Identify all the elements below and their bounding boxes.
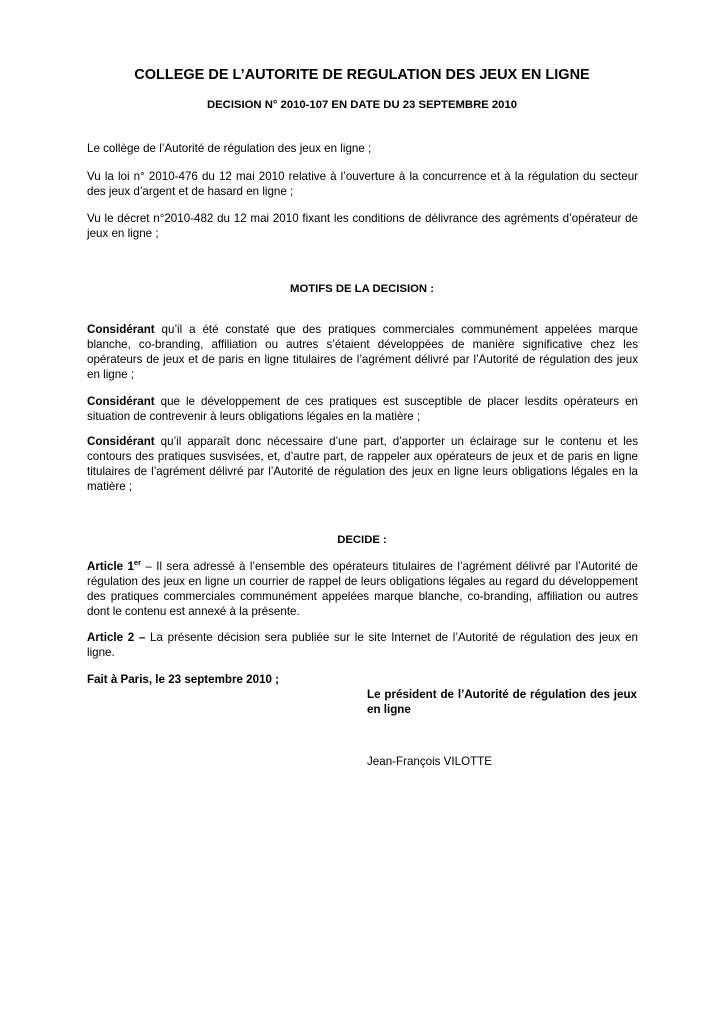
article-2-label: Article 2 – — [87, 631, 146, 644]
preamble-college: Le collège de l’Autorité de régulation des jeux en ligne ; — [87, 142, 372, 155]
article-1-superscript: er — [133, 558, 142, 567]
article-1 — [87, 559, 638, 619]
signatory-title: Le président de l’Autorité de régulation des jeux en ligne — [367, 688, 637, 716]
decide-heading: DECIDE : — [337, 534, 387, 546]
article-2-text: La présente décision sera publiée sur le site Internet de l’Autorité de régulation des jeux en ligne. — [87, 631, 638, 659]
preamble-loi: Vu la loi n° 2010-476 du 12 mai 2010 relative à l’ouverture à la concurrence et à la régulation du secteur des jeux d’argent et de hasard en ligne ; — [87, 170, 638, 198]
preamble-decret: Vu le décret n°2010-482 du 12 mai 2010 fixant les conditions de délivrance des agréments d’opérateur de jeux en ligne ; — [87, 212, 638, 240]
considerant-3 — [87, 434, 638, 494]
considerant-text: qu’il a été constaté que des pratiques commerciales communément appelées marque blanche, co-branding, affiliation ou autres s’étaient développées de manière significative chez les opérateurs de jeux et de paris en ligne titulaires de l’agrément délivré par l’Autorité de régulation des jeux en ligne ; — [87, 323, 638, 381]
considerant-2 — [87, 394, 638, 424]
considerant-text: que le développement de ces pratiques est susceptible de placer lesdits opérateurs en situation de contrevenir à leurs obligations légales en la matière ; — [87, 395, 638, 423]
document-title: COLLEGE DE L’AUTORITE DE REGULATION DES JEUX EN LIGNE — [134, 67, 590, 83]
decision-number: DECISION N° 2010-107 EN DATE DU 23 SEPTEMBRE 2010 — [206, 99, 518, 111]
fait-a-paris: Fait à Paris, le 23 septembre 2010 ; — [87, 673, 280, 686]
considerant-text: qu’il apparaît donc nécessaire d’une part, d’apporter un éclairage sur le contenu et les contours des pratiques susvisées, et, d’autre part, de rappeler aux opérateurs de jeux et de paris en ligne titulaires de l’agrément délivré par l’Autorité de régulation des jeux en ligne leurs obligations légales en la matière ; — [87, 435, 638, 493]
considerant-1 — [87, 322, 638, 382]
article-1-text: – Il sera adressé à l’ensemble des opérateurs titulaires de l’agrément délivré par l’Autorité de régulation des jeux en ligne un courrier de rappel de leurs obligations légales au regard du développement des pratiques commerciales communément appelées marque blanche, co-branding, affiliation ou autres dont le contenu est annexé à la présente. — [87, 560, 638, 618]
article-1-label: Article 1 — [87, 560, 134, 573]
signatory-name: Jean-François VILOTTE — [367, 755, 492, 768]
article-2 — [87, 630, 638, 660]
motifs-heading: MOTIFS DE LA DECISION : — [290, 283, 434, 295]
considerant-lead: Considérant — [87, 323, 155, 336]
considerant-lead: Considérant — [87, 435, 155, 448]
considerant-lead: Considérant — [87, 395, 155, 408]
